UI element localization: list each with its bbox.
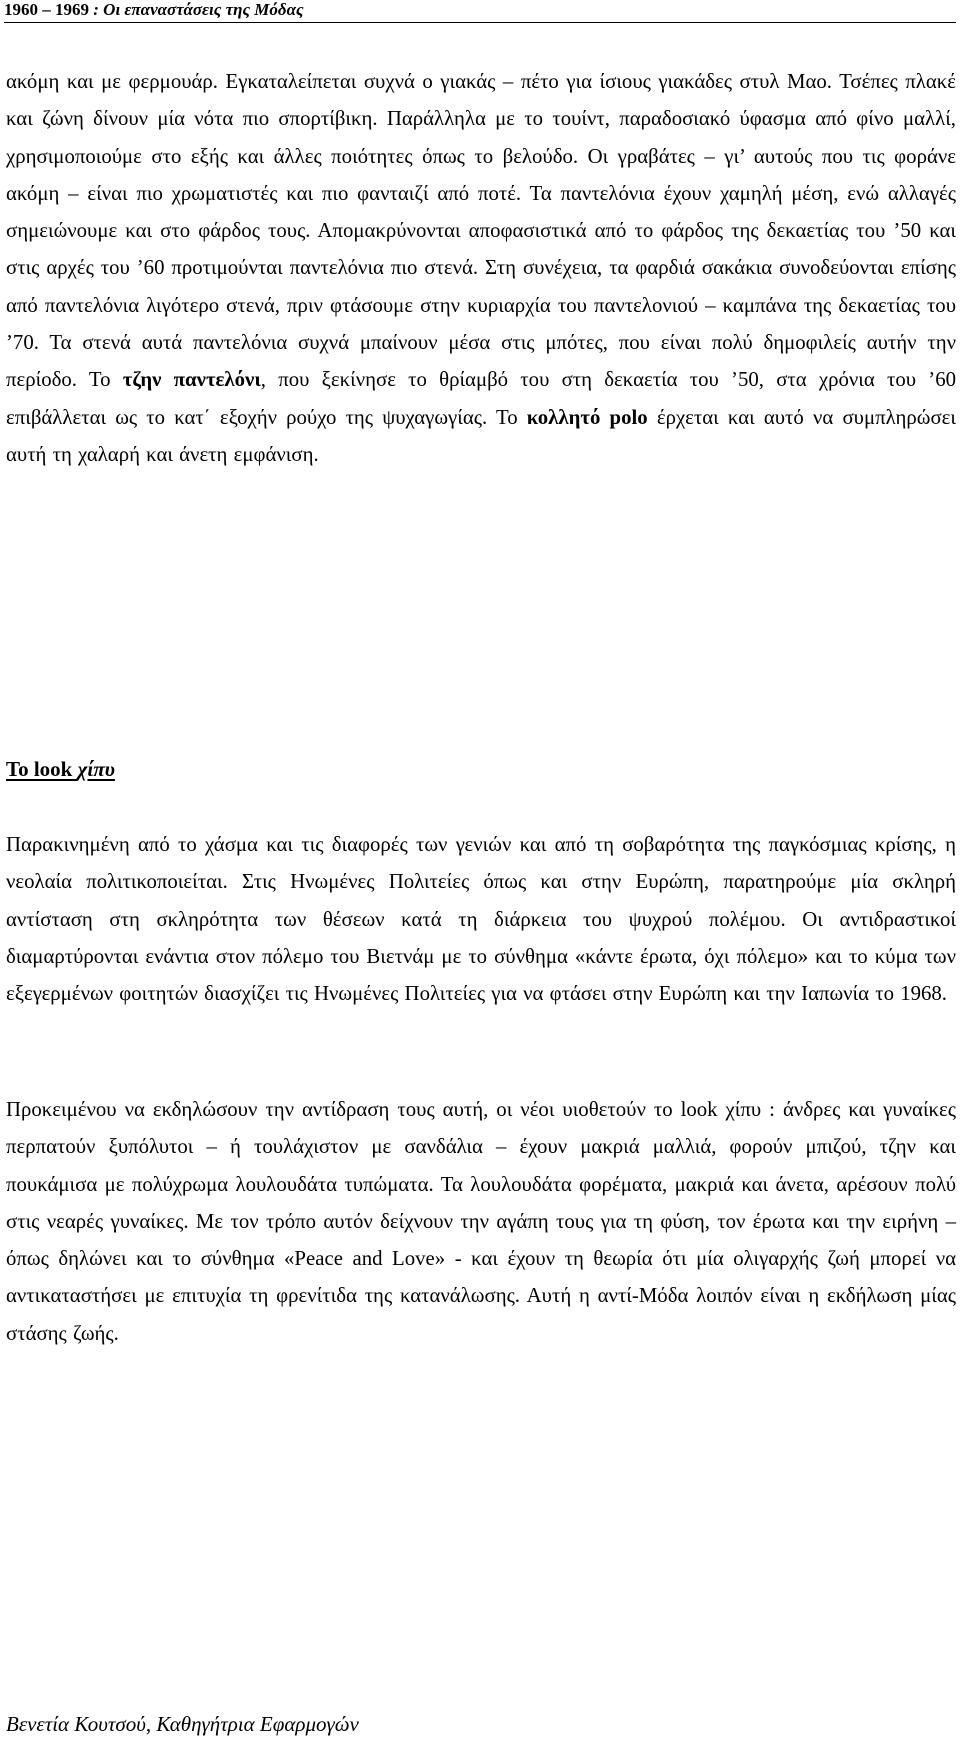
page-header: [4, 0, 956, 23]
paragraph-politicization: Παρακινημένη από το χάσμα και τις διαφορές των γενιών και από τη σοβαρότητα της παγκόσμιας κρίσης, η νεολαία πολιτικοποιείται. Στις Ηνωμένες Πολιτείες όπως και στην Ευρώπη, παρατηρούμε μία σκληρή αντίσταση στη σκληρότητα των θέσεων κατά τη διάρκεια του ψυχρού πολέμου. Οι αντιδραστικοί διαμαρτύρονται ενάντια στον πόλεμο του Βιετνάμ με το σύνθημα «κάντε έρωτα, όχι πόλεμο» και το κύμα των εξεγερμένων φοιτητών διασχίζει τις Ηνωμένες Πολιτείες για να φτάσει στην Ευρώπη και την Ιαπωνία το 1968.: [6, 833, 956, 1006]
bold-term-polo: κολλητό polo: [526, 405, 648, 429]
header-year: 1960 – 1969: [4, 0, 89, 19]
bold-term-jeans: τζην παντελόνι: [122, 368, 261, 392]
paragraph-hippie-look: Προκειμένου να εκδηλώσουν την αντίδραση τους αυτή, οι νέοι υιοθετούν το look χίπυ : άνδρες και γυναίκες περπατούν ξυπόλυτοι – ή τουλάχιστον με σανδάλια – έχουν μακριά μαλλιά, φορούν μπιζού, τζην και πουκάμισα με πολύχρωμα λουλουδάτα τυπώματα. Τα λουλουδάτα φορέματα, μακριά και άνετα, αρέσουν πολύ στις νεαρές γυναίκες. Με τον τρόπο αυτόν δείχνουν την αγάπη τους για τη φύση, τον έρωτα και την ειρήνη – όπως δηλώνει και το σύνθημα «Peace and Love» - και έχουν τη θεωρία ότι μία ολιγαρχής ζωή μπορεί να αντικαταστήσει με επιτυχία τη φρενίτιδα της κατανάλωσης. Αυτή η αντί-Μόδα λοιπόν είναι η εκδήλωση μίας στάσης ζωής.: [6, 1098, 956, 1345]
section-heading-lead: To look: [6, 757, 78, 781]
paragraph-continuation: [6, 63, 956, 473]
paragraph-text: έρχεται και αυτό να συμπληρώσει αυτή τη χαλαρή και άνετη εμφάνιση.: [6, 405, 956, 466]
section-heading-rest: χίπυ: [77, 757, 115, 781]
paragraph-text: ακόμη και με φερμουάρ. Εγκαταλείπεται συχνά ο γιακάς – πέτο για ίσιους γιακάδες στυλ Μαο. Τσέπες πλακέ και ζώνη δίνουν μία νότα πιο σπορτίβικη. Παράλληλα με το τουίντ, παραδοσιακό ύφασμα από φίνο μαλλί, χρησιμοποιούμε στο εξής και άλλες ποιότητες όπως το βελούδο. Οι γραβάτες – γι’ αυτούς που τις φοράνε ακόμη – είναι πιο χρωματιστές και πιο φανταιζί από ποτέ. Τα παντελόνια έχουν χαμηλή μέση, ενώ αλλαγές σημειώνουμε και στο φάρδος τους. Απομακρύνονται αποφασιστικά από το φάρδος της δεκαετίας του ’50 και στις αρχές του ’60 προτιμούνται παντελόνια πιο στενά. Στη συνέχεια, τα φαρδιά σακάκια συνοδεύονται επίσης από παντελόνια λιγότερο στενά, πριν φτάσουμε στην κυριαρχία του παντελονιού – καμπάνα της δεκαετίας του ’70. Τα στενά αυτά παντελόνια συχνά μπαίνουν μέσα στις μπότες, που είναι πολύ δημοφιλείς αυτήν την περίοδο. Το: [6, 70, 956, 392]
header-title: : Οι επαναστάσεις της Μόδας: [89, 0, 304, 19]
author-signature: Βενετία Κουτσού, Καθηγήτρια Εφαρμογών: [6, 1712, 359, 1736]
paragraph-text: , που ξεκίνησε το θρίαμβό του στη δεκαετία του ’50, στα χρόνια του ’60 επιβάλλεται ως το κατ΄ εξοχήν ρούχο της ψυχαγωγίας. Το: [6, 368, 957, 429]
section-heading: [6, 754, 115, 784]
